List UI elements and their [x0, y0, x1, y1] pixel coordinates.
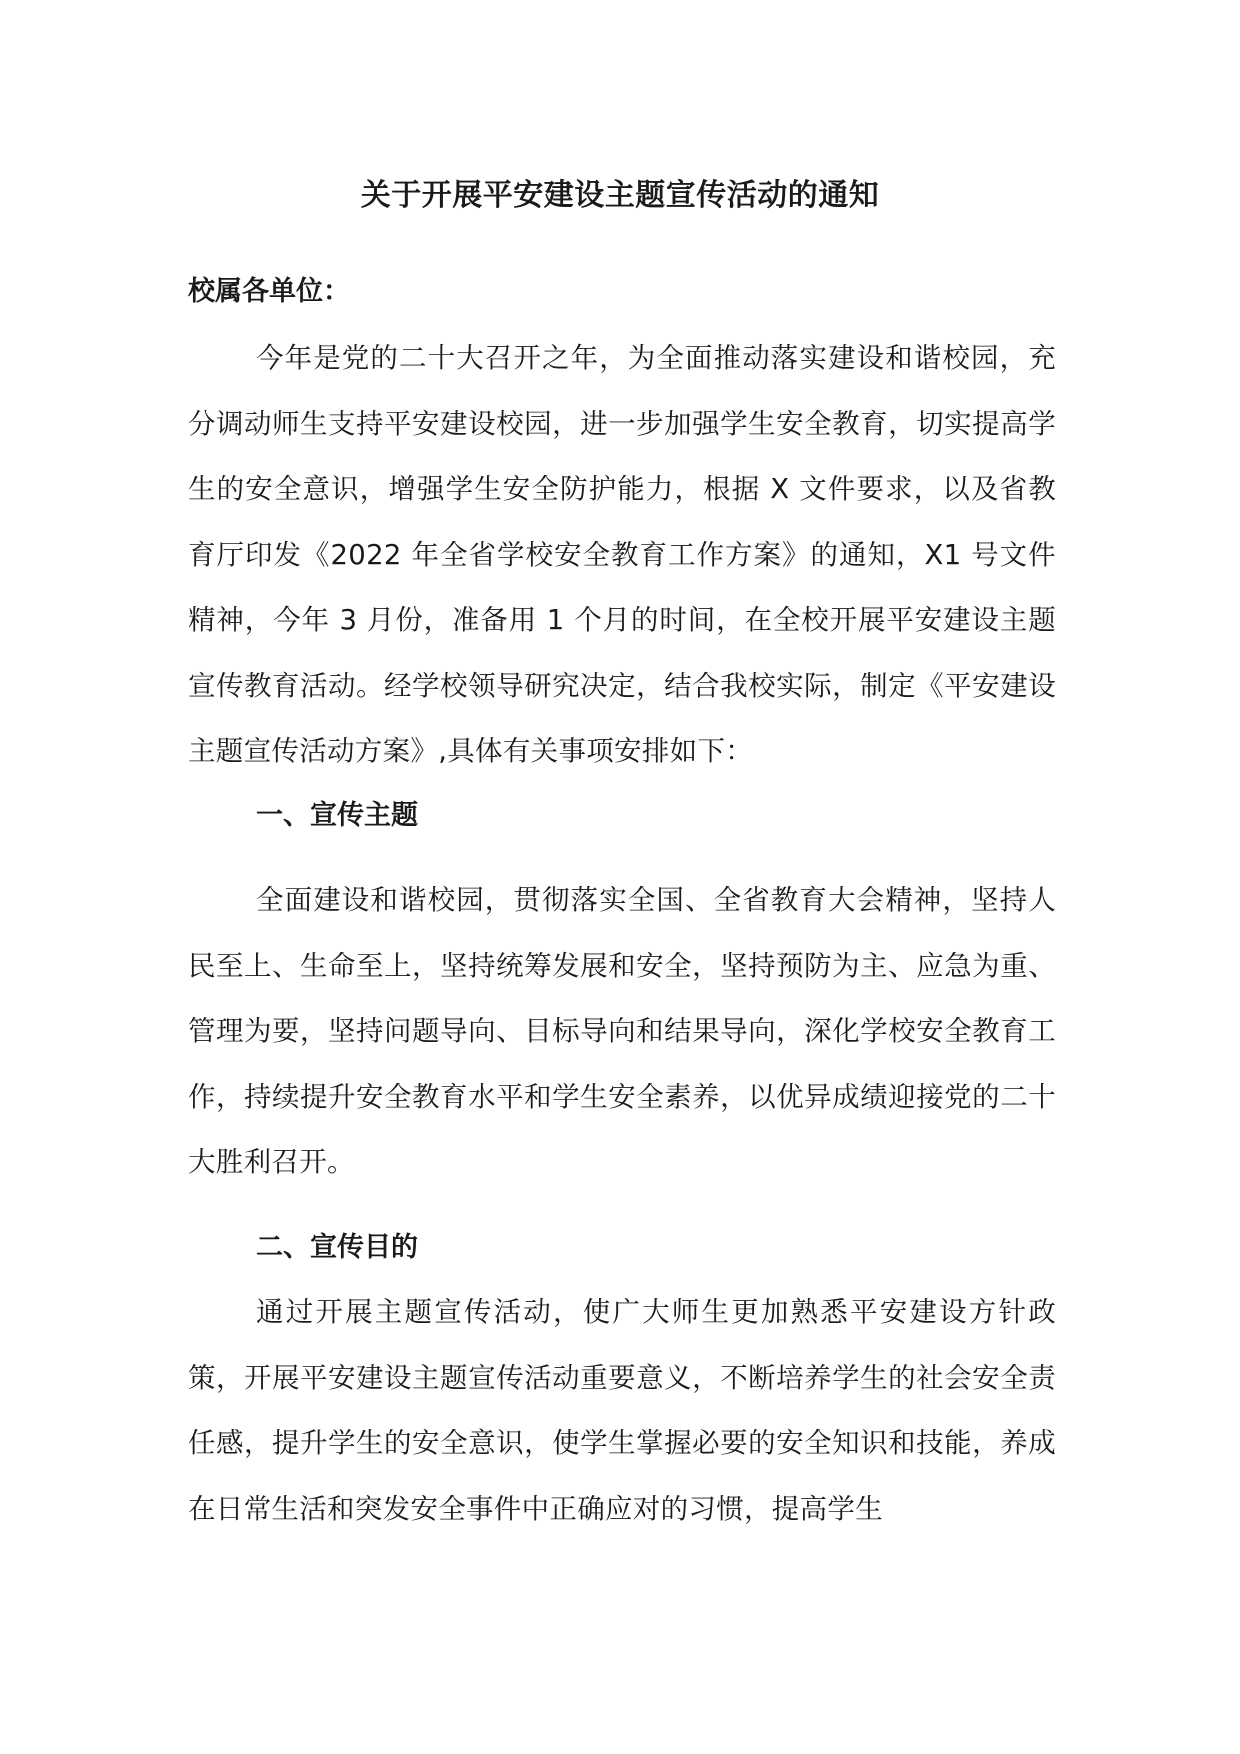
body-paragraph-theme: 全面建设和谐校园，贯彻落实全国、全省教育大会精神，坚持人民至上、生命至上，坚持统筹发展和安全，坚持预防为主、应急为重、管理为要，坚持问题导向、目标导向和结果导向，深化学校安全教育工作，持续提升安全教育水平和学生安全素养，以优异成绩迎接党的二十大胜利召开。 — [188, 884, 1056, 1178]
body-paragraph-purpose: 通过开展主题宣传活动，使广大师生更加熟悉平安建设方针政策，开展平安建设主题宣传活动重要意义，不断培养学生的社会安全责任感，提升学生的安全意识，使学生掌握必要的安全知识和技能，养成在日常生活和突发安全事件中正确应对的习惯，提高学生 — [188, 1296, 1056, 1525]
document-title: 关于开展平安建设主题宣传活动的通知 — [360, 178, 880, 213]
body-paragraph-intro: 今年是党的二十大召开之年，为全面推动落实建设和谐校园，充分调动师生支持平安建设校园，进一步加强学生安全教育，切实提高学生的安全意识，增强学生安全防护能力，根据 X 文件要求，以及省教育厅印发《2022 年全省学校安全教育工作方案》的通知，X1 号文件精神，今年 3 月份，准备用 1 个月的时间，在全校开展平安建设主题宣传教育活动。经学校领导研究决定，结合我校实际，制定《平安建设主题宣传活动方案》,具体有关事项安排如下： — [188, 342, 1056, 767]
salutation: 校属各单位： — [188, 276, 350, 307]
section-heading-theme: 一、宣传主题 — [256, 800, 418, 831]
section-heading-purpose: 二、宣传目的 — [256, 1232, 418, 1263]
